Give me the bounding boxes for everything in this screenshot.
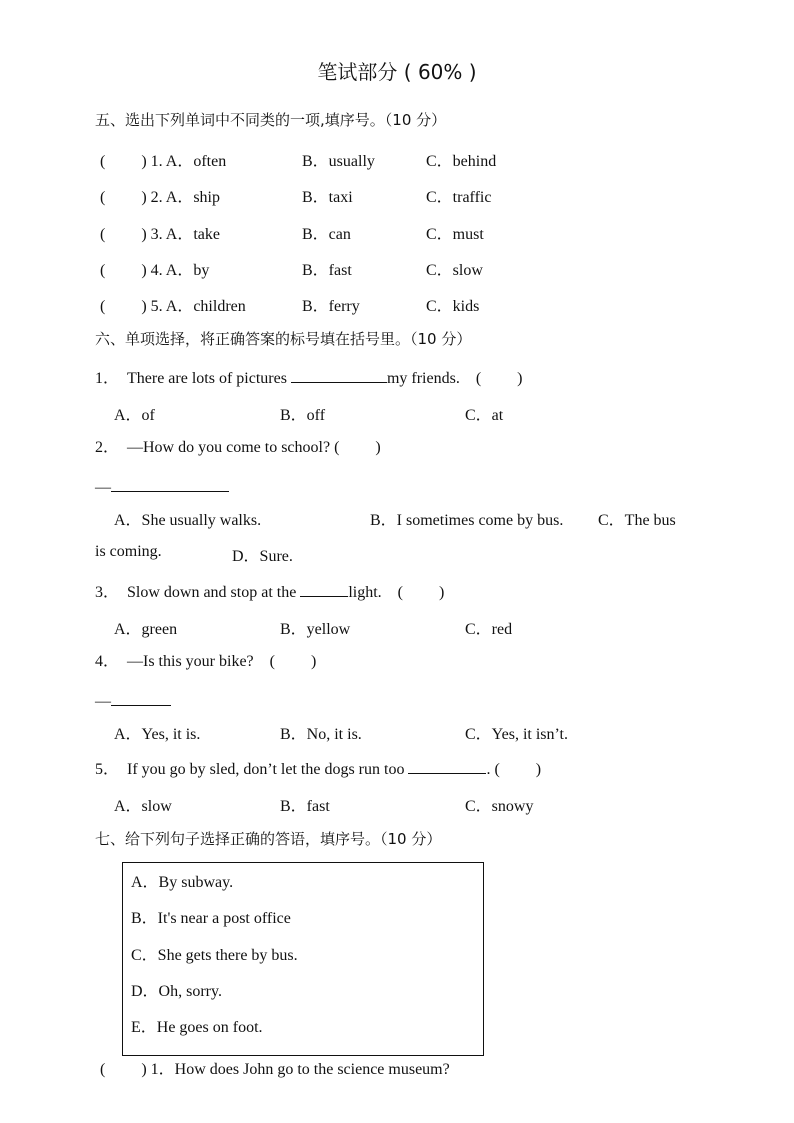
- s6-q1-option-c: C．at: [465, 407, 504, 424]
- s6-q5-option-a: A．slow: [114, 798, 172, 815]
- s6-q5-option-c: C．snowy: [465, 798, 534, 815]
- answer-options-box: [122, 862, 484, 1056]
- section-6-heading: 六、单项选择，将正确答案的标号填在括号里。（10 分）: [95, 330, 472, 348]
- s6-q5-stem: 5． If you go by sled, don’t let the dogs run too: [95, 761, 405, 778]
- s6-q4-option-b: B．No, it is.: [280, 726, 362, 743]
- s6-q2-option-c: C．The bus: [598, 512, 676, 529]
- s6-q2-option-a: A．She usually walks.: [114, 512, 262, 529]
- s5-row2-c: C．traffic: [426, 189, 492, 206]
- section-7-heading: 七、给下列句子选择正确的答语，填序号。（10 分）: [95, 830, 442, 848]
- s6-q2-option-c-continued: is coming.: [95, 543, 162, 560]
- answer-option-e: E．He goes on foot.: [131, 1019, 263, 1036]
- s5-row2-b: B．taxi: [302, 189, 353, 206]
- s6-q3: [95, 580, 444, 603]
- s6-q2-blank: [111, 475, 229, 492]
- s6-q4-answer-line: [95, 689, 171, 712]
- s6-q4-option-a: A．Yes, it is.: [114, 726, 201, 743]
- s5-row5-b: B．ferry: [302, 298, 360, 315]
- s6-q2-stem: 2． —How do you come to school? ( ): [95, 439, 381, 456]
- s5-row4-c: C．slow: [426, 262, 483, 279]
- s5-row1-a: ( ) 1. A．often: [100, 153, 227, 170]
- s5-row3-a: ( ) 3. A．take: [100, 226, 220, 243]
- s6-q4-blank: [111, 689, 171, 706]
- s6-q2-dash: —: [95, 479, 111, 496]
- s6-q1-stem: 1． There are lots of pictures: [95, 370, 287, 387]
- page-title: 笔试部分 ( 60% ): [317, 60, 477, 84]
- s5-row1-b: B．usually: [302, 153, 375, 170]
- s6-q1-option-a: A．of: [114, 407, 155, 424]
- s5-row2-a: ( ) 2. A．ship: [100, 189, 221, 206]
- s5-row1-c: C．behind: [426, 153, 497, 170]
- s6-q2-option-d: D．Sure.: [232, 548, 293, 565]
- s6-q4-stem: 4． —Is this your bike? ( ): [95, 653, 317, 670]
- s6-q5-blank: [408, 757, 486, 774]
- answer-option-c: C．She gets there by bus.: [131, 947, 298, 964]
- s6-q3-stem: 3． Slow down and stop at the: [95, 584, 297, 601]
- answer-option-d: D．Oh, sorry.: [131, 983, 222, 1000]
- s6-q1: [95, 366, 522, 389]
- s7-q1: ( ) 1．How does John go to the science museum?: [100, 1061, 450, 1078]
- s5-row5-a: ( ) 5. A．children: [100, 298, 246, 315]
- answer-option-a: A．By subway.: [131, 874, 234, 891]
- s6-q3-after: light. ( ): [348, 584, 445, 601]
- s6-q3-option-b: B．yellow: [280, 621, 351, 638]
- s5-row4-a: ( ) 4. A．by: [100, 262, 210, 279]
- s6-q3-blank: [300, 580, 348, 597]
- s6-q1-option-b: B．off: [280, 407, 326, 424]
- answer-option-b: B．It's near a post office: [131, 910, 291, 927]
- s6-q4-option-c: C．Yes, it isn’t.: [465, 726, 569, 743]
- s6-q5-option-b: B．fast: [280, 798, 330, 815]
- s6-q5: [95, 757, 541, 780]
- s5-row3-c: C．must: [426, 226, 484, 243]
- s6-q1-blank: [291, 366, 387, 383]
- s6-q2-option-b: B．I sometimes come by bus.: [370, 512, 564, 529]
- s6-q5-after: . ( ): [486, 761, 542, 778]
- s5-row5-c: C．kids: [426, 298, 480, 315]
- s6-q3-option-c: C．red: [465, 621, 513, 638]
- s5-row3-b: B．can: [302, 226, 351, 243]
- s6-q3-option-a: A．green: [114, 621, 178, 638]
- s6-q1-after: my friends. ( ): [386, 370, 523, 387]
- s5-row4-b: B．fast: [302, 262, 352, 279]
- s6-q4-dash: —: [95, 693, 111, 710]
- s6-q2-answer-line: [95, 475, 229, 498]
- section-5-heading: 五、选出下列单词中不同类的一项,填序号。（10 分）: [95, 111, 447, 129]
